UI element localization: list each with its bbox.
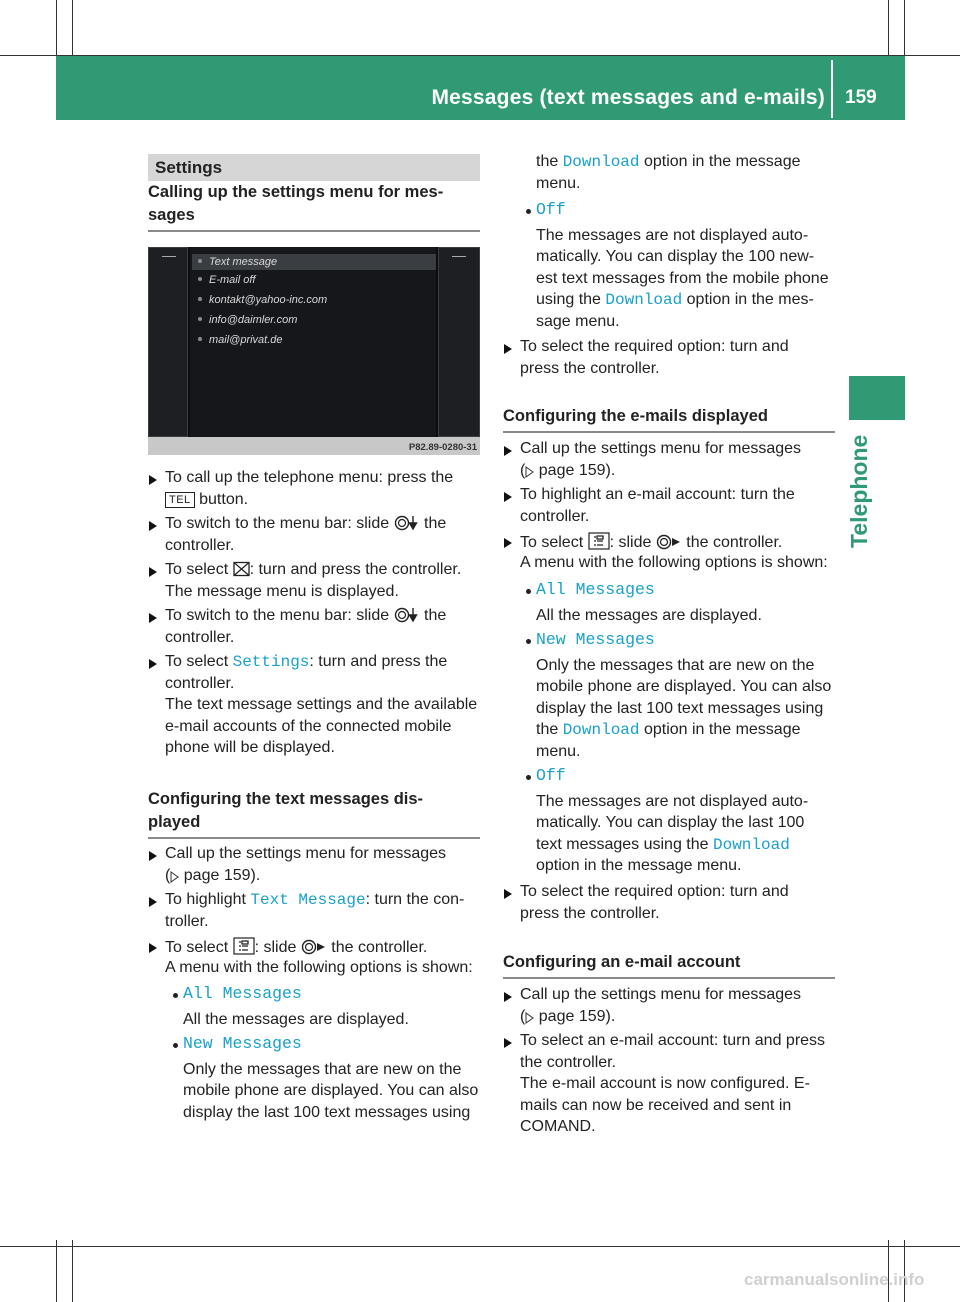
controller-slide-down-icon [394,607,420,623]
crop-mark [0,1246,960,1247]
step-arrow-icon [149,521,157,531]
screen-list-row: Text message [192,254,436,270]
crop-mark [72,0,73,60]
menu-arrow-icon [452,256,466,261]
continued-text: the Download option in the message [536,153,801,171]
option-name: Off [536,200,566,219]
heading-rule [503,977,835,979]
menu-option-text: Text Message [250,891,366,909]
controller-slide-right-icon [656,534,682,550]
tel-button-icon: TEL [165,492,195,508]
step-text: controller. [165,628,235,646]
step-text: Call up the settings menu for messages [520,986,802,1003]
step-text: ( page 159). [520,1007,616,1025]
step-arrow-icon [504,344,512,354]
step-text: the controller. [520,1053,617,1071]
step-text: A menu with the following options is shown: [165,958,473,976]
option-desc: All the messages are displayed. [536,606,762,624]
option-desc: sage menu. [536,312,620,330]
heading-rule [148,837,480,839]
page-ref-arrow-icon [170,871,179,883]
section-heading: Configuring the e-mails displayed [503,407,768,425]
option-desc: Only the messages that are new on the [183,1060,462,1078]
step-text: A menu with the following options is shown: [520,553,828,571]
menu-option-text: Download [605,291,683,309]
option-desc: menu. [536,742,581,760]
step-arrow-icon [149,567,157,577]
heading-rule [148,230,480,232]
list-marker-icon [198,297,202,301]
step-arrow-icon [149,659,157,669]
step-arrow-icon [149,851,157,861]
step-text: press the controller. [520,359,660,377]
step-text: mails can now be received and sent in [520,1096,792,1114]
option-desc: display the last 100 text messages using [183,1103,471,1121]
step-arrow-icon [149,943,157,953]
chapter-label: Telephone [846,434,872,548]
option-name: All Messages [536,580,655,599]
step-text: ( page 159). [165,866,261,884]
step-arrow-icon [504,446,512,456]
crop-mark [904,0,905,60]
option-name: All Messages [183,984,302,1003]
continued-text: menu. [536,174,581,192]
crop-mark [888,0,889,60]
list-marker-icon [198,259,202,263]
section-heading: Configuring the text messages dis- [148,790,424,808]
step-text: To highlight Text Message: turn the con- [165,891,465,909]
screen-list-row: kontakt@yahoo-inc.com [198,294,327,306]
bullet-dot [526,775,531,780]
step-text: To select : slide the controller. [165,939,428,956]
step-text: To highlight an e-mail account: turn the [520,486,795,503]
bullet-dot [526,589,531,594]
step-text: COMAND. [520,1118,596,1135]
option-desc: the Download option in the message [536,721,801,739]
option-desc: matically. You can display the last 100 [536,814,805,831]
section-heading: Calling up the settings menu for mes- [148,183,444,201]
step-text: To select : slide the controller. [520,534,783,551]
options-menu-icon [588,532,610,550]
option-desc: text messages using the Download [536,835,790,854]
option-desc: The messages are not displayed auto- [536,226,809,244]
option-desc: display the last 100 text messages using [536,699,824,717]
screen-left-pane [148,247,188,437]
screen-list-row: mail@privat.de [198,334,283,346]
back-arrow-icon [162,256,176,261]
step-text: TEL button. [165,491,480,509]
page-ref-arrow-icon [525,466,534,478]
option-name: New Messages [536,630,655,649]
page-number: 159 [845,87,877,108]
page-title: Messages (text messages and e-mails) [431,86,825,109]
bullet-dot [526,639,531,644]
step-text: press the controller. [520,904,660,922]
step-text: Call up the settings menu for messages [520,440,802,457]
watermark: carmanualsonline.info [744,1270,925,1289]
step-text: The message menu is displayed. [165,582,399,600]
header-divider [831,60,833,118]
section-banner: Settings [148,154,480,181]
section-heading: Configuring an e-mail account [503,953,741,971]
crop-mark [72,1240,73,1302]
list-marker-icon [198,337,202,341]
option-name: Off [536,766,566,785]
step-text: To select Settings: turn and press the [165,653,448,671]
option-desc: using the Download option in the mes- [536,291,814,309]
screen-list-row: info@daimler.com [198,314,297,326]
step-text: Call up the settings menu for messages [165,845,447,862]
step-text: phone will be displayed. [165,739,335,756]
bullet-dot [173,993,178,998]
step-text: e-mail accounts of the connected mobile [165,717,452,735]
controller-slide-right-icon [301,939,327,955]
step-arrow-icon [149,897,157,907]
step-text: To select : turn and press the controller. [165,561,462,578]
menu-option-text: Download [562,721,640,739]
chapter-label-wrap [845,434,885,708]
step-text: To select the required option: turn and [520,883,789,900]
crop-mark [56,1240,57,1302]
screen-right-pane [438,247,480,437]
option-desc: est text messages from the mobile phone [536,269,829,287]
envelope-icon [233,561,250,577]
step-text: controller. [520,507,590,525]
list-marker-icon [198,277,202,281]
bullet-dot [173,1043,178,1048]
page-ref-arrow-icon [525,1012,534,1024]
step-text: The e-mail account is now configured. E- [520,1075,810,1092]
list-marker-icon [198,317,202,321]
section-heading: sages [148,206,195,224]
options-menu-icon [233,937,255,955]
screen-list-row: E-mail off [198,274,255,286]
menu-option-text: Download [562,153,640,171]
step-arrow-icon [504,538,512,548]
step-text: troller. [165,912,209,930]
step-text: ( page 159). [520,461,616,479]
controller-slide-down-icon [394,515,420,531]
option-desc: mobile phone are displayed. You can also [536,678,832,695]
section-heading: played [148,813,201,831]
comand-screenshot [148,247,480,455]
step-text: To select the required option: turn and [520,338,789,355]
menu-option-text: Settings [232,653,310,671]
step-arrow-icon [149,475,157,485]
figure-code: P82.89-0280-31 [408,442,477,453]
step-text: The text message settings and the available [165,696,478,713]
step-arrow-icon [504,492,512,502]
step-text: To switch to the menu bar: slide the [165,515,447,532]
option-desc: option in the message menu. [536,857,742,874]
step-text: To select an e-mail account: turn and press [520,1032,826,1049]
step-text: controller. [165,536,235,554]
heading-rule [503,431,835,433]
option-desc: matically. You can display the 100 new- [536,248,815,265]
step-arrow-icon [504,889,512,899]
step-arrow-icon [504,992,512,1002]
step-arrow-icon [149,613,157,623]
step-text: controller. [165,674,235,692]
crop-mark [56,0,57,60]
option-desc: All the messages are displayed. [183,1010,409,1028]
step-text: To call up the telephone menu: press the [165,469,454,486]
chapter-tab [849,376,905,420]
option-desc: mobile phone are displayed. You can also [183,1082,479,1099]
step-arrow-icon [504,1038,512,1048]
option-name: New Messages [183,1034,302,1053]
menu-option-text: Download [712,835,790,854]
bullet-dot [526,209,531,214]
step-text: To switch to the menu bar: slide the [165,607,447,624]
option-desc: The messages are not displayed auto- [536,792,809,810]
option-desc: Only the messages that are new on the [536,656,815,674]
